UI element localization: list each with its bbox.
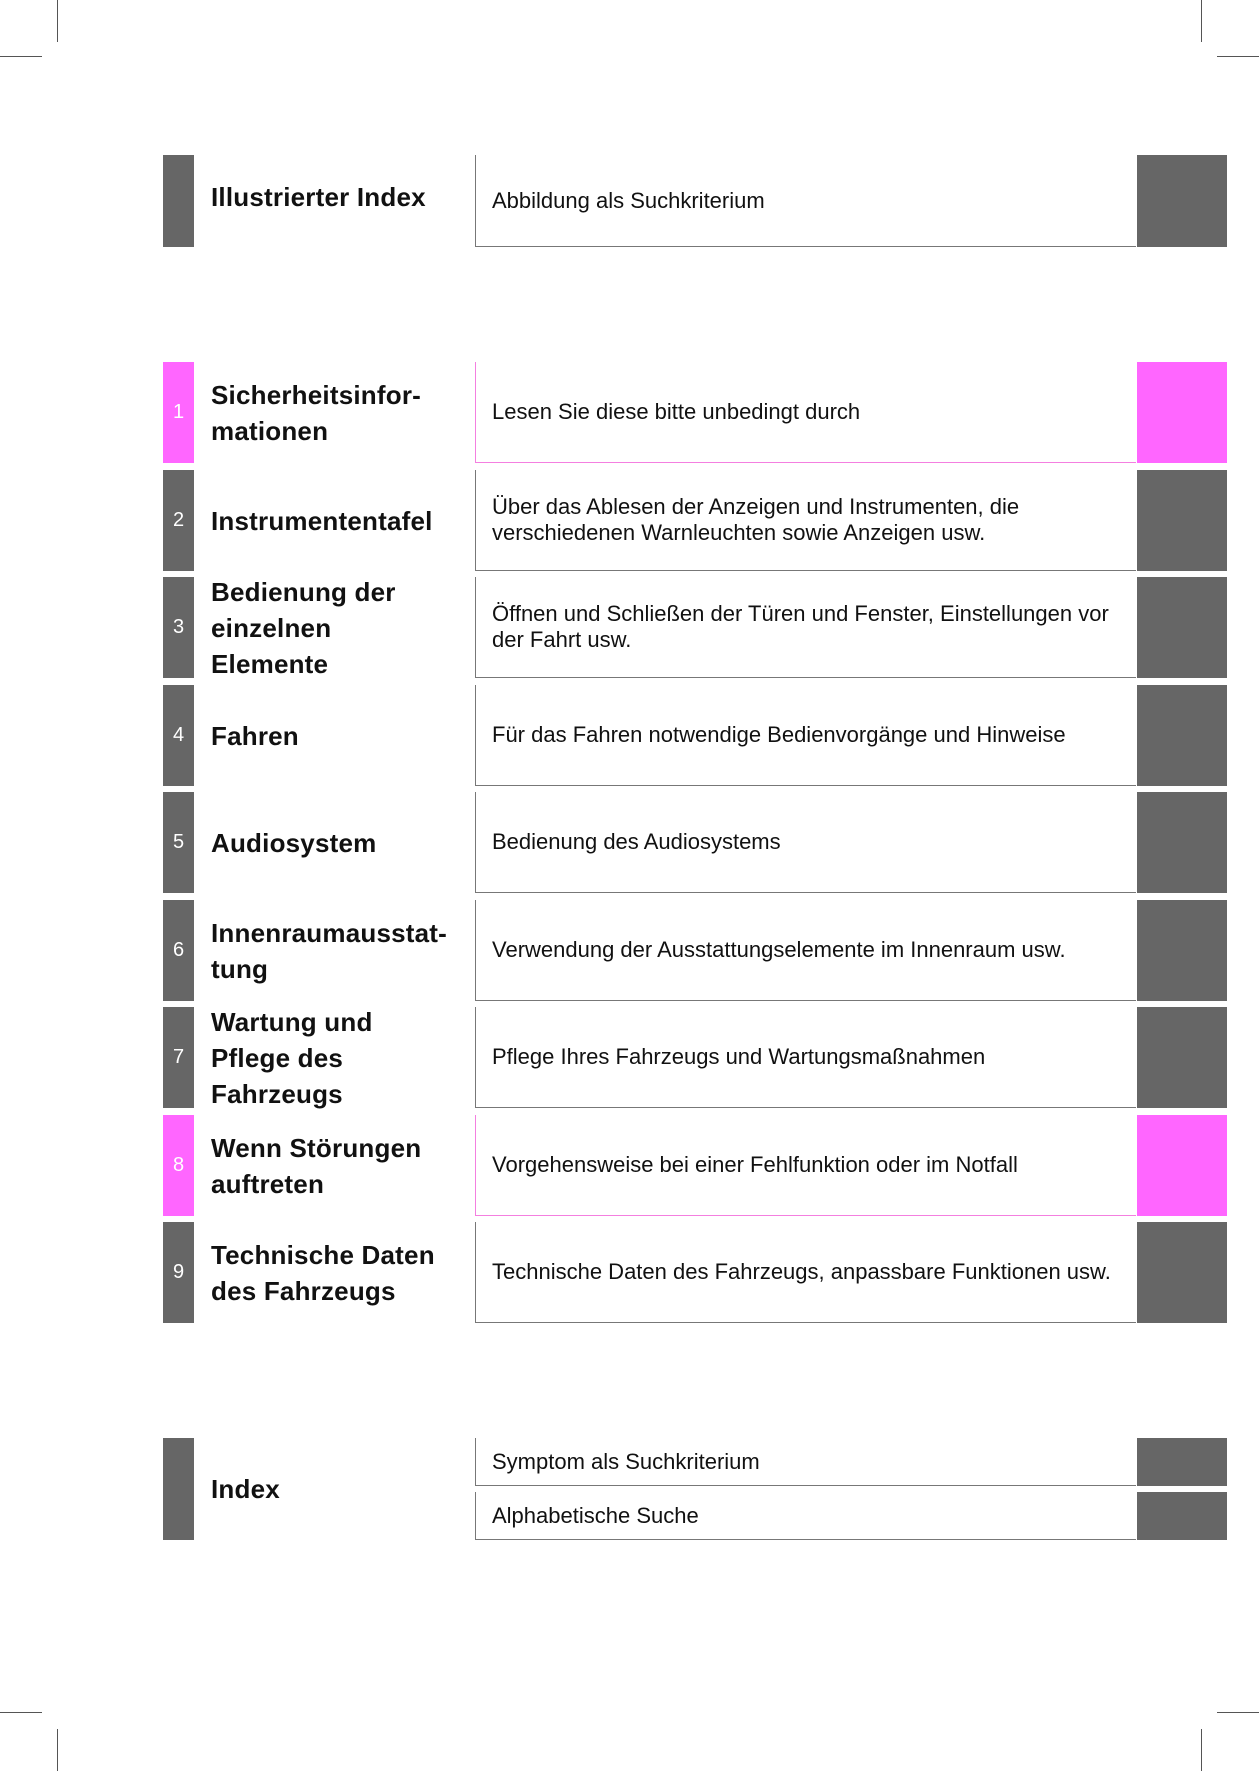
chapter-number-tab — [163, 1007, 194, 1108]
chapter-number: 9 — [172, 1261, 185, 1283]
chapter-title: Sicherheitsinfor- mationen — [211, 379, 421, 446]
section-title: Index — [211, 1474, 280, 1504]
chapter-description: Lesen Sie diese bitte unbedingt durch — [475, 362, 1136, 463]
chapter-tab-right — [1137, 1007, 1227, 1108]
chapter-row-9[interactable] — [0, 1222, 1259, 1323]
section-tab-right — [1137, 1438, 1227, 1486]
crop-mark — [0, 1712, 42, 1713]
chapter-tab-right — [1137, 362, 1227, 463]
chapter-number: 2 — [172, 509, 185, 531]
chapter-tab-right — [1137, 792, 1227, 893]
chapter-tab-right — [1137, 577, 1227, 678]
chapter-row-6[interactable] — [0, 900, 1259, 1001]
chapter-description: Verwendung der Ausstattungselemente im Innenraum usw. — [475, 900, 1136, 1001]
chapter-title: Wenn Störungen auftreten — [211, 1132, 422, 1199]
index-entry-label: Alphabetische Suche — [475, 1492, 1136, 1540]
chapter-title: Fahren — [211, 720, 299, 751]
section-description: Abbildung als Suchkriterium — [475, 155, 1136, 247]
chapter-description: Vorgehensweise bei einer Fehlfunktion oder im Notfall — [475, 1115, 1136, 1216]
crop-mark — [1201, 1729, 1202, 1771]
chapter-row-8[interactable] — [0, 1115, 1259, 1216]
chapter-row-4[interactable] — [0, 685, 1259, 786]
chapter-title: Bedienung der einzelnen Elemente — [211, 576, 396, 679]
chapter-title: Audiosystem — [211, 827, 377, 858]
section-tab-right — [1137, 1492, 1227, 1540]
chapter-description: Für das Fahren notwendige Bedienvorgänge und Hinweise — [475, 685, 1136, 786]
section-title: Illustrierter Index — [211, 182, 426, 212]
chapter-description: Öffnen und Schließen der Türen und Fenster, Einstellungen vor der Fahrt usw. — [475, 577, 1136, 678]
chapter-row-2[interactable] — [0, 470, 1259, 571]
section-tab-left — [163, 155, 194, 247]
index-entry-label: Symptom als Suchkriterium — [475, 1438, 1136, 1486]
crop-mark — [1201, 0, 1202, 42]
chapter-description: Technische Daten des Fahrzeugs, anpassbare Funktionen usw. — [475, 1222, 1136, 1323]
chapter-number: 6 — [172, 939, 185, 961]
crop-mark — [57, 0, 58, 42]
chapter-description: Über das Ablesen der Anzeigen und Instrumenten, die verschiedenen Warnleuchten sowie Anzeigen usw. — [475, 470, 1136, 571]
chapter-tab-right — [1137, 685, 1227, 786]
crop-mark — [1217, 1712, 1259, 1713]
chapter-description: Bedienung des Audiosystems — [475, 792, 1136, 893]
illustrated-index-row[interactable] — [0, 155, 1259, 247]
chapter-number: 8 — [172, 1154, 185, 1176]
chapter-row-5[interactable] — [0, 792, 1259, 893]
chapter-title: Wartung und Pflege des Fahrzeugs — [211, 1006, 373, 1109]
crop-mark — [1217, 56, 1259, 57]
chapter-title: Technische Daten des Fahrzeugs — [211, 1239, 435, 1306]
chapter-tab-right — [1137, 470, 1227, 571]
chapter-number-tab — [163, 900, 194, 1001]
crop-mark — [0, 56, 42, 57]
chapter-tab-right — [1137, 900, 1227, 1001]
chapter-number-tab — [163, 577, 194, 678]
index-entry[interactable] — [0, 1492, 1259, 1540]
chapter-number: 3 — [172, 616, 185, 638]
chapter-description: Pflege Ihres Fahrzeugs und Wartungsmaßnahmen — [475, 1007, 1136, 1108]
chapter-number-tab — [163, 362, 194, 463]
index-entry[interactable] — [0, 1438, 1259, 1486]
crop-mark — [57, 1729, 58, 1771]
chapter-number-tab — [163, 470, 194, 571]
chapter-row-7[interactable] — [0, 1007, 1259, 1108]
chapter-tab-right — [1137, 1115, 1227, 1216]
chapter-title: Innenraumausstat- tung — [211, 917, 448, 984]
chapter-number: 7 — [172, 1046, 185, 1068]
chapter-number-tab — [163, 1115, 194, 1216]
chapter-number: 4 — [172, 724, 185, 746]
chapter-number-tab — [163, 1222, 194, 1323]
section-tab-right — [1137, 155, 1227, 247]
chapter-title: Instrumententafel — [211, 505, 433, 536]
chapter-number: 5 — [172, 831, 185, 853]
chapter-number: 1 — [172, 401, 185, 423]
chapter-number-tab — [163, 685, 194, 786]
chapter-row-1[interactable] — [0, 362, 1259, 463]
chapter-number-tab — [163, 792, 194, 893]
chapter-row-3[interactable] — [0, 577, 1259, 678]
chapter-tab-right — [1137, 1222, 1227, 1323]
